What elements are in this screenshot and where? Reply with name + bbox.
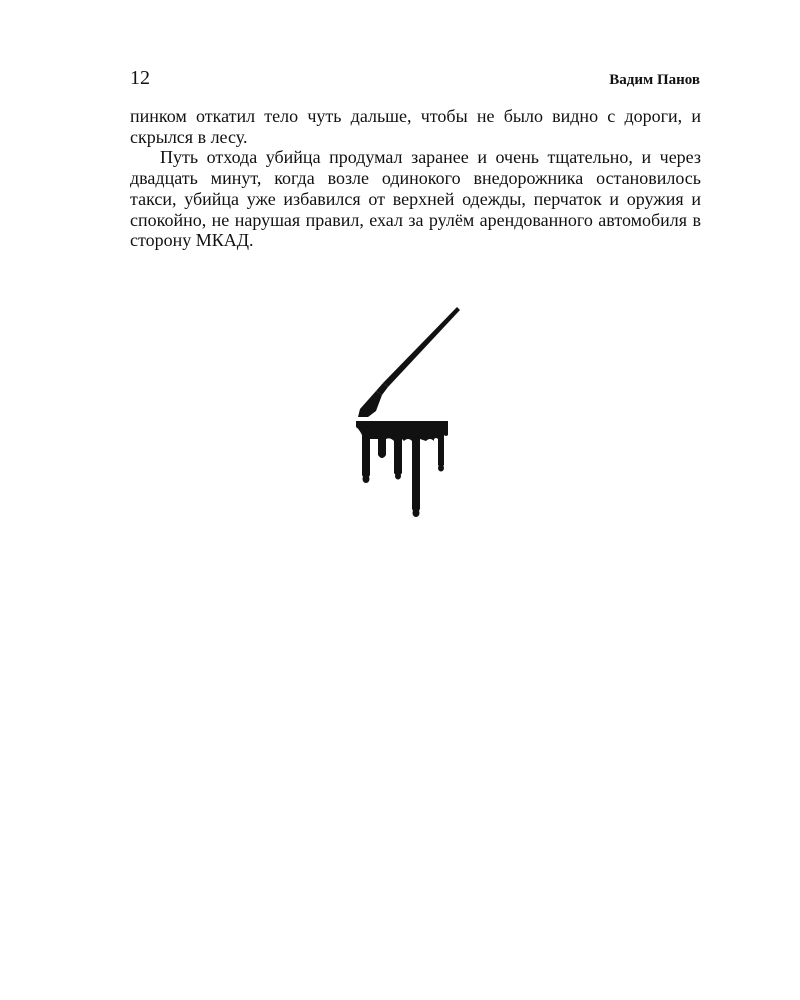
page-number: 12: [130, 67, 150, 89]
brush-dripping-paint-icon: [352, 305, 464, 521]
paragraph: пинком откатил тело чуть дальше, чтобы не было видно с дороги, и скрылся в лесу.: [130, 106, 701, 147]
body-text: [130, 106, 701, 251]
running-head-author: Вадим Панов: [609, 72, 700, 88]
paragraph: Путь отхода убийца продумал заранее и очень тщательно, и через двадцать минут, когда возле одинокого внедорожника остановилось такси, убийца уже избавился от верхней одежды, перчаток и оружия и спокойно, не нарушая правил, ехал за рулём арендованного автомобиля в сторону МКАД.: [130, 147, 701, 251]
